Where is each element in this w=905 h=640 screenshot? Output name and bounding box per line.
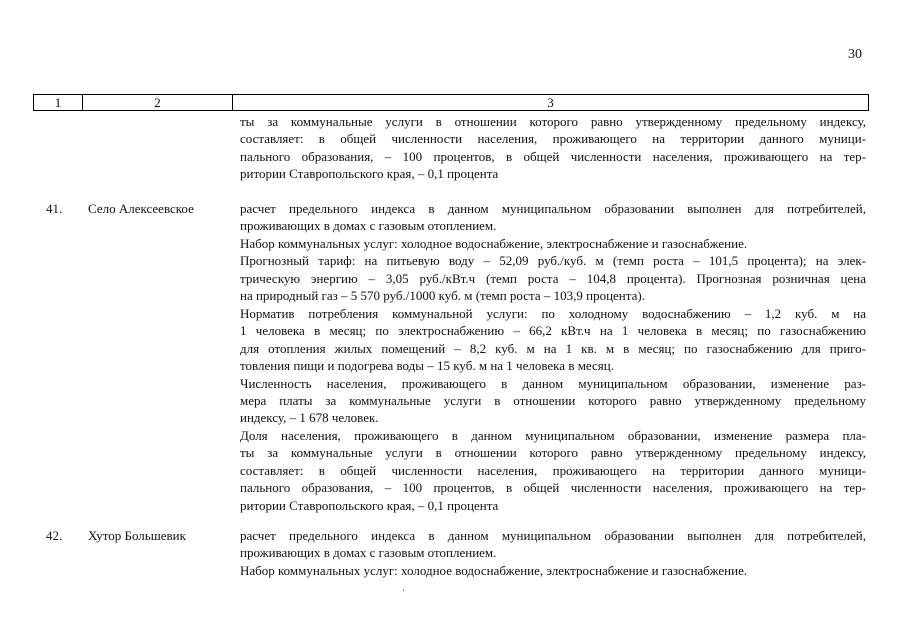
scan-speck: [403, 589, 404, 591]
text-line: расчет предельного индекса в данном муниципальном образовании выполнен для потребителей,: [240, 201, 866, 216]
row-number: 42.: [46, 528, 63, 543]
text-line: составляет: в общей численности населения, проживающего на территории данного муници-: [240, 462, 866, 478]
paragraph: [240, 252, 866, 304]
text-line: индексу, – 1 678 человек.: [240, 410, 379, 426]
page-number: 30: [848, 47, 862, 62]
text-line: ты за коммунальные услуги в отношении которого равно утвержденному предельному индексу,: [240, 445, 866, 461]
column-header-1: 1: [34, 95, 83, 110]
text-line: товления пищи и подогрева воды – 15 куб. м на 1 человека в месяц.: [240, 358, 614, 374]
row-number: 41.: [46, 201, 63, 216]
row-text: [240, 527, 866, 579]
row-text: [240, 200, 866, 514]
settlement-name: Хутор Большевик: [88, 528, 186, 543]
text-line: проживающих в домах с газовым отоплением.: [240, 545, 497, 561]
paragraph: [240, 113, 866, 183]
text-line: ритории Ставропольского края, – 0,1 процента: [240, 166, 499, 182]
settlement-name: Село Алексеевское: [88, 201, 194, 216]
paragraph: [240, 305, 866, 375]
text-line: на природный газ – 5 570 руб./1000 куб. м (темп роста – 103,9 процента).: [240, 288, 645, 304]
row-text: [240, 113, 866, 183]
text-line: трическую энергию – 3,05 руб./кВт.ч (темп роста – 104,8 процента). Прогнозная розничная цена: [240, 270, 866, 286]
paragraph: [240, 375, 866, 427]
text-line: Норматив потребления коммунальной услуги: по холодному водоснабжению – 1,2 куб. м на: [240, 305, 866, 321]
paragraph: [240, 235, 866, 252]
text-line: ты за коммунальные услуги в отношении которого равно утвержденному предельному индексу,: [240, 114, 866, 129]
text-line: Прогнозный тариф: на питьевую воду – 52,09 руб./куб. м (темп роста – 101,5 процента); на элек-: [240, 253, 866, 269]
paragraph: [240, 200, 866, 235]
text-line: расчет предельного индекса в данном муниципальном образовании выполнен для потребителей,: [240, 528, 866, 543]
paragraph: [240, 562, 866, 579]
text-line: проживающих в домах с газовым отоплением.: [240, 218, 497, 234]
table-column-header: [33, 94, 869, 111]
paragraph: [240, 527, 866, 562]
text-line: ритории Ставропольского края, – 0,1 процента: [240, 497, 499, 513]
text-line: пального образования, – 100 процентов, в общей численности населения, проживающего на тер-: [240, 148, 866, 164]
text-line: для отопления жилых помещений – 8,2 куб. м на 1 кв. м в месяц; по газоснабжению для приго-: [240, 340, 866, 356]
column-header-2: 2: [83, 95, 233, 110]
text-line: пального образования, – 100 процентов, в общей численности населения, проживающего на тер-: [240, 480, 866, 496]
text-line: мера платы за коммунальные услуги в отношении которого равно утвержденному предельному: [240, 392, 866, 408]
text-line: составляет: в общей численности населения, проживающего на территории данного муници-: [240, 131, 866, 147]
text-line: Численность населения, проживающего в данном муниципальном образовании, изменение раз-: [240, 375, 866, 391]
text-line: Набор коммунальных услуг: холодное водоснабжение, электроснабжение и газоснабжение.: [240, 562, 748, 578]
paragraph: [240, 427, 866, 514]
text-line: 1 человека в месяц; по электроснабжению – 66,2 кВт.ч на 1 человека в месяц; по газоснабжению: [240, 323, 866, 339]
text-line: Набор коммунальных услуг: холодное водоснабжение, электроснабжение и газоснабжение.: [240, 235, 748, 251]
column-header-3: 3: [547, 95, 554, 110]
text-line: Доля населения, проживающего в данном муниципальном образовании, изменение размера пла-: [240, 427, 866, 443]
